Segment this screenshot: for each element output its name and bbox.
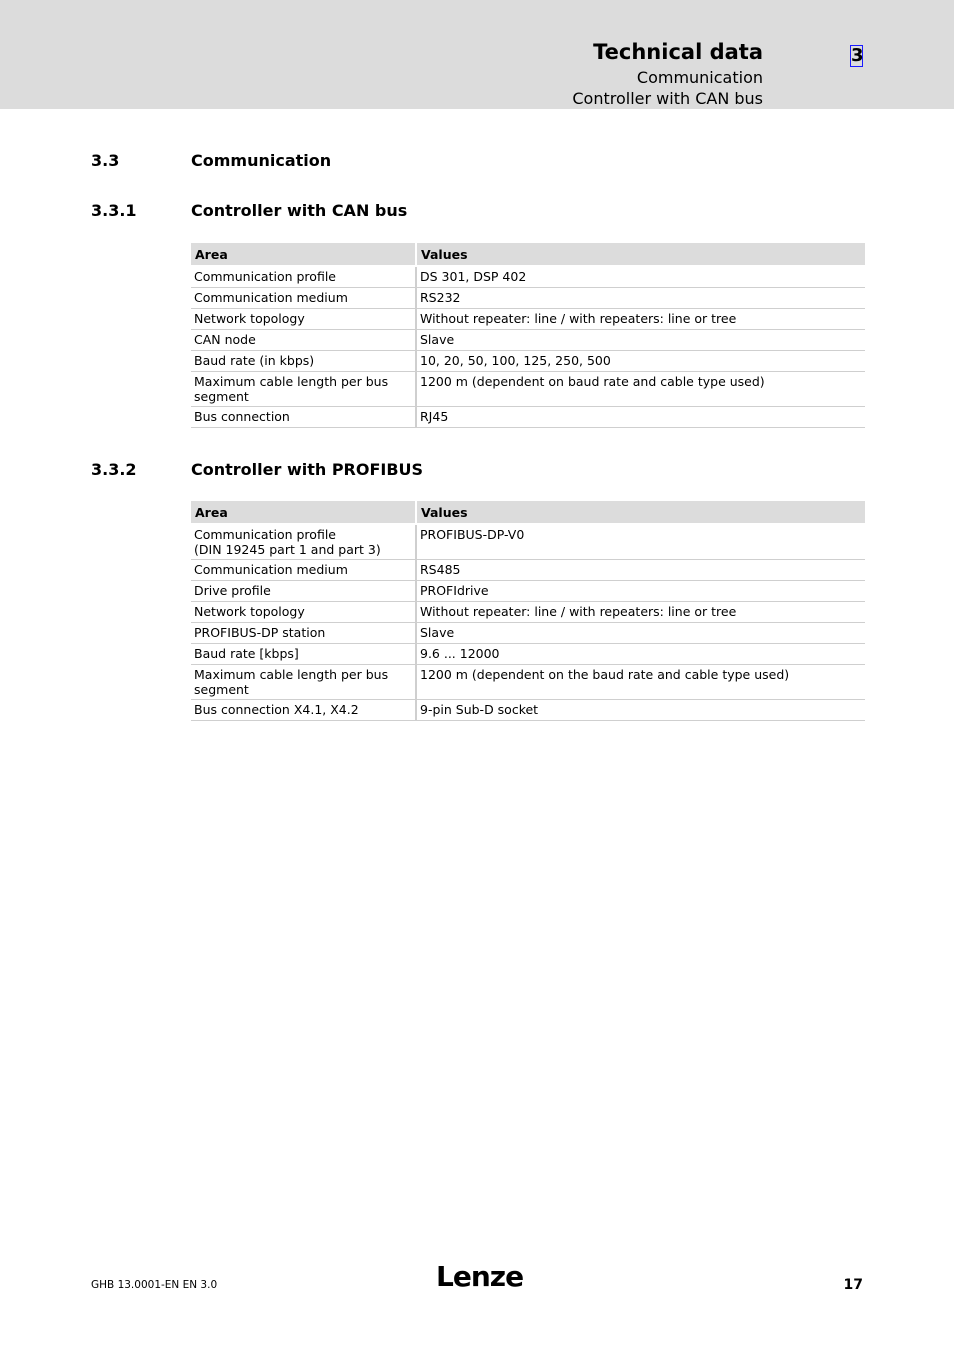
cell-value: Slave bbox=[416, 623, 865, 644]
table-row bbox=[191, 287, 865, 308]
table-row bbox=[191, 644, 865, 665]
section-title: Communication bbox=[191, 151, 332, 170]
cell-value: RS485 bbox=[416, 560, 865, 581]
section-title: Controller with PROFIBUS bbox=[191, 460, 424, 479]
page-number: 17 bbox=[843, 1277, 863, 1293]
table-row bbox=[191, 524, 865, 560]
section-number: 3.3.1 bbox=[91, 201, 137, 220]
section-number: 3.3.2 bbox=[91, 460, 137, 479]
header-subtitle-can-bus: Controller with CAN bus bbox=[572, 89, 763, 108]
table-row bbox=[191, 623, 865, 644]
table-row bbox=[191, 329, 865, 350]
column-header-values: Values bbox=[416, 243, 865, 266]
cell-area: Drive profile bbox=[191, 581, 416, 602]
cell-area: Maximum cable length per bus segment bbox=[191, 665, 416, 700]
profibus-table bbox=[191, 501, 865, 721]
table-row bbox=[191, 665, 865, 700]
cell-area: Communication medium bbox=[191, 560, 416, 581]
cell-value: Without repeater: line / with repeaters: line or tree bbox=[416, 602, 865, 623]
cell-area: Bus connection X4.1, X4.2 bbox=[191, 700, 416, 721]
cell-value: 1200 m (dependent on the baud rate and cable type used) bbox=[416, 665, 865, 700]
cell-area: Baud rate (in kbps) bbox=[191, 350, 416, 371]
table-row bbox=[191, 602, 865, 623]
column-header-area: Area bbox=[191, 243, 416, 266]
cell-area: Network topology bbox=[191, 602, 416, 623]
section-number: 3.3 bbox=[91, 151, 120, 170]
table-row bbox=[191, 266, 865, 287]
table-row bbox=[191, 581, 865, 602]
cell-area: Baud rate [kbps] bbox=[191, 644, 416, 665]
chapter-marker[interactable]: 3 bbox=[851, 45, 864, 66]
column-header-area: Area bbox=[191, 501, 416, 524]
cell-value: Without repeater: line / with repeaters: line or tree bbox=[416, 308, 865, 329]
table-row bbox=[191, 406, 865, 427]
page-title: Technical data bbox=[593, 40, 763, 64]
cell-value: Slave bbox=[416, 329, 865, 350]
table-row bbox=[191, 700, 865, 721]
cell-value: 10, 20, 50, 100, 125, 250, 500 bbox=[416, 350, 865, 371]
cell-value: 9.6 ... 12000 bbox=[416, 644, 865, 665]
table-row bbox=[191, 308, 865, 329]
header-band bbox=[0, 0, 954, 109]
cell-area: Bus connection bbox=[191, 406, 416, 427]
cell-value: 9-pin Sub-D socket bbox=[416, 700, 865, 721]
cell-value: RJ45 bbox=[416, 406, 865, 427]
lenze-logo: Lenze bbox=[436, 1260, 524, 1293]
cell-value: 1200 m (dependent on baud rate and cable type used) bbox=[416, 371, 865, 406]
cell-value: DS 301, DSP 402 bbox=[416, 266, 865, 287]
cell-area: Communication profile (DIN 19245 part 1 and part 3) bbox=[191, 524, 416, 560]
can-bus-table bbox=[191, 243, 865, 428]
header-subtitle-communication: Communication bbox=[636, 68, 763, 87]
cell-area: PROFIBUS-DP station bbox=[191, 623, 416, 644]
cell-value: RS232 bbox=[416, 287, 865, 308]
cell-value: PROFIdrive bbox=[416, 581, 865, 602]
cell-area: CAN node bbox=[191, 329, 416, 350]
cell-area: Maximum cable length per bus segment bbox=[191, 371, 416, 406]
table-row bbox=[191, 371, 865, 406]
section-title: Controller with CAN bus bbox=[191, 201, 408, 220]
cell-area: Communication medium bbox=[191, 287, 416, 308]
cell-value: PROFIBUS-DP-V0 bbox=[416, 524, 865, 560]
table-row bbox=[191, 560, 865, 581]
column-header-values: Values bbox=[416, 501, 865, 524]
table-row bbox=[191, 350, 865, 371]
cell-area: Communication profile bbox=[191, 266, 416, 287]
cell-area: Network topology bbox=[191, 308, 416, 329]
document-id: GHB 13.0001-EN EN 3.0 bbox=[91, 1279, 218, 1291]
